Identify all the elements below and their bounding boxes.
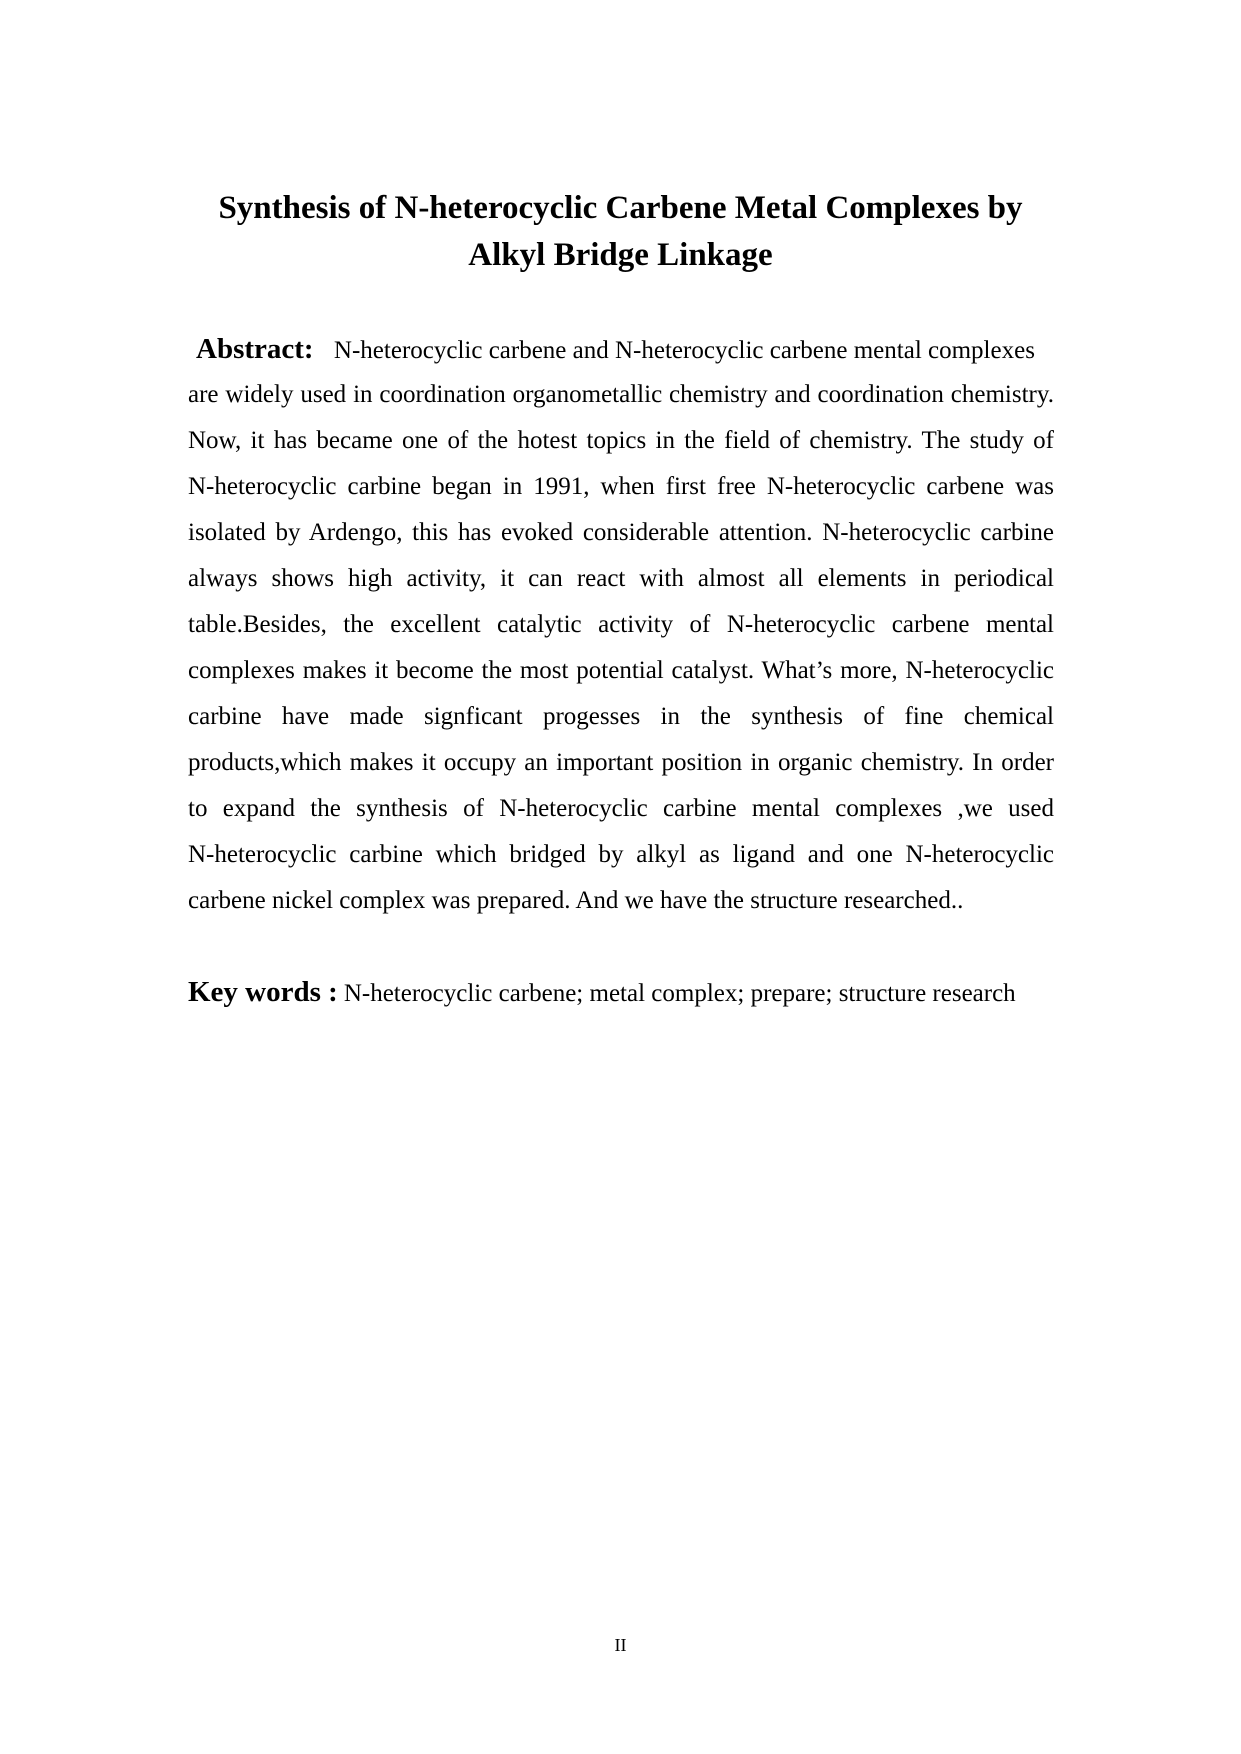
page-title-line: Alkyl Bridge Linkage [468,237,773,273]
abstract-line-text: N-heterocyclic carbene and N-heterocyclic carbene mental complexes [333,337,1035,364]
abstract-line: table.Besides, the excellent catalytic activity of N-heterocyclic carbene mental [188,611,1054,638]
abstract-line [188,326,1054,372]
abstract-line: carbine have made signficant progesses in the synthesis of fine chemical [188,703,1054,730]
abstract-line: N-heterocyclic carbine began in 1991, when first free N-heterocyclic carbene was [188,473,1054,500]
abstract-label: Abstract [196,333,304,365]
abstract-paragraph [188,326,1054,924]
page-title-line: Synthesis of N-heterocyclic Carbene Metal Complexes by [218,190,1023,226]
keywords [188,969,1088,1017]
keywords-text: N-heterocyclic carbene; metal complex; prepare; structure research [343,980,1016,1007]
abstract-line: products,which makes it occupy an important position in organic chemistry. In order [188,749,1054,776]
page-title [0,185,1241,279]
abstract-colon: : [303,333,314,365]
abstract-line: N-heterocyclic carbine which bridged by alkyl as ligand and one N-heterocyclic [188,841,1054,868]
abstract-line: always shows high activity, it can react with almost all elements in periodical [188,565,1054,592]
abstract-line: isolated by Ardengo, this has evoked considerable attention. N-heterocyclic carbine [188,519,1054,546]
abstract-line: are widely used in coordination organometallic chemistry and coordination chemistry. [188,381,1054,408]
page-number: II [614,1635,627,1655]
keywords-label: Key words : [188,976,338,1008]
abstract-line: Now, it has became one of the hotest topics in the field of chemistry. The study of [188,427,1054,454]
abstract-line: complexes makes it become the most potential catalyst. What’s more, N-heterocyclic [188,657,1054,684]
abstract-line: to expand the synthesis of N-heterocyclic carbine mental complexes ,we used [188,795,1054,822]
abstract-line: carbene nickel complex was prepared. And we have the structure researched.. [188,887,964,914]
